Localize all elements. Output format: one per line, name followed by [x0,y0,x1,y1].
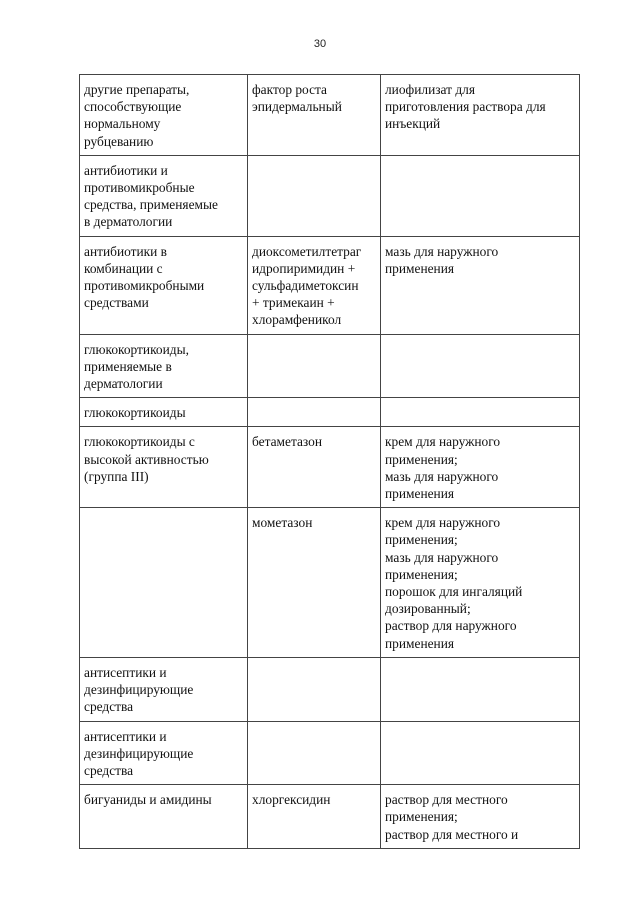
cell-text-line: дозированный; [385,601,471,617]
cell-text-line: в дерматологии [84,214,173,230]
cell-text-line: дезинфицирующие [84,682,194,698]
cell-text-line: идропиримидин + [252,260,356,276]
table-row [80,155,580,236]
category-cell [80,785,248,849]
cell-text-line: применения; [385,532,458,548]
cell-text-line: применяемые в [84,358,172,374]
cell-text-line: раствор для местного [385,792,508,808]
cell-text-line: глюкокортикоиды, [84,341,189,357]
category-cell [80,657,248,721]
dosage-form-cell [381,398,580,427]
category-cell [80,75,248,156]
cell-text-line: противомикробными [84,278,205,294]
drug-name-cell [248,155,381,236]
cell-text-line: сульфадиметоксин [252,278,359,294]
dosage-form-cell [381,657,580,721]
category-cell [80,334,248,398]
dosage-form-cell [381,155,580,236]
cell-text-line: (группа III) [84,468,149,484]
dosage-form-cell [381,75,580,156]
table-row [80,508,580,658]
cell-text-line: эпидермальный [252,99,342,115]
category-cell [80,236,248,334]
cell-text-line: применения; [385,451,458,467]
cell-text-line: + тримекаин + [252,295,335,311]
category-cell [80,398,248,427]
cell-text-line: антисептики и [84,728,167,744]
dosage-form-cell [381,334,580,398]
table-row [80,721,580,785]
drug-name-cell [248,508,381,658]
cell-text-line: фактор роста [252,82,327,97]
cell-text-line: глюкокортикоиды [84,405,186,421]
cell-text-line: глюкокортикоиды с [84,434,195,450]
cell-text-line: антибиотики и [84,162,168,178]
cell-text-line: рубцеванию [84,133,154,149]
cell-text-line: высокой активностью [84,451,209,467]
drug-name-cell [248,657,381,721]
cell-text-line: комбинации с [84,260,163,276]
table-row [80,398,580,427]
cell-text-line: хлоргексидин [252,792,331,808]
cell-text-line: антибиотики в [84,243,167,259]
drug-name-cell [248,398,381,427]
cell-text-line: способствующие [84,99,182,115]
table-row [80,236,580,334]
category-cell [80,508,248,658]
drug-name-cell [248,236,381,334]
dosage-form-cell [381,236,580,334]
drug-name-cell [248,721,381,785]
cell-text-line: диоксометилтетраг [252,243,362,259]
cell-text-line: противомикробные [84,180,195,196]
category-cell [80,721,248,785]
cell-text-line: антисептики и [84,664,167,680]
dosage-form-cell [381,721,580,785]
cell-text-line: применения [385,260,455,276]
page-number: 30 [313,38,327,50]
dosage-form-cell [381,508,580,658]
drug-name-cell [248,334,381,398]
drug-table [79,74,580,849]
cell-text-line: дезинфицирующие [84,745,194,761]
drug-name-cell [248,427,381,508]
cell-text-line: средства, применяемые [84,197,218,213]
drug-name-cell [248,785,381,849]
cell-text-line: нормальному [84,116,161,132]
dosage-form-cell [381,427,580,508]
cell-text-line: применения; [385,566,458,582]
cell-text-line: дерматологии [84,376,163,392]
drug-name-cell [248,75,381,156]
cell-text-line: применения [385,635,455,651]
cell-text-line: средства [84,699,134,715]
cell-text-line: приготовления раствора для [385,99,546,115]
cell-text-line: бигуаниды и амидины [84,792,212,808]
cell-text-line: применения [385,486,455,502]
cell-text-line: раствор для наружного [385,618,517,634]
cell-text-line: хлорамфеникол [252,312,342,328]
cell-text-line: средствами [84,295,149,311]
table-row [80,785,580,849]
cell-text-line: лиофилизат для [385,82,475,97]
cell-text-line: инъекций [385,116,441,132]
dosage-form-cell [381,785,580,849]
table-row [80,657,580,721]
category-cell [80,427,248,508]
cell-text-line: крем для наружного [385,434,501,450]
cell-text-line: бетаметазон [252,434,322,450]
cell-text-line: применения; [385,809,458,825]
cell-text-line: другие препараты, [84,82,190,97]
cell-text-line: крем для наружного [385,515,501,531]
cell-text-line: средства [84,762,134,778]
cell-text-line: мазь для наружного [385,549,499,565]
cell-text-line: раствор для местного и [385,826,519,842]
cell-text-line: мазь для наружного [385,243,499,259]
table-row [80,334,580,398]
cell-text-line: мометазон [252,515,313,531]
table-row [80,75,580,156]
cell-text-line: порошок для ингаляций [385,584,523,600]
cell-text-line: мазь для наружного [385,468,499,484]
category-cell [80,155,248,236]
table-row [80,427,580,508]
